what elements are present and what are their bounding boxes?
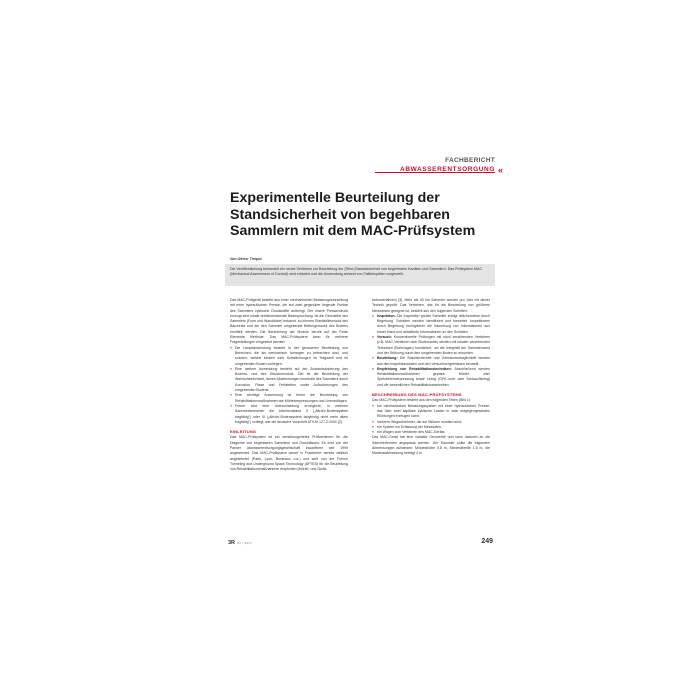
list-item: » Ferner wird eine Unterscheidung ermöglicht, in welchen Sammlerbereichen die Altrohrzustand II („Altrohr-Bodensystem tragfähig") oder III („Altrohr-Bodensystem langfristig nicht mehr allein tragfähig") vorliegt, wie die deutsche Vorschrift ATV-M 127-2:2000 [2]. [235,404,348,425]
kicker-label: FACHBERICHT [445,157,495,164]
application-list [230,346,348,425]
publication-logo [228,540,252,546]
magazine-page [205,140,504,560]
list-item: » Eine weitere Anwendung besteht auf der Zustandsänderung des Bodens- und des Strukturmoduls. Ziel ist die Beurteilung der Wahrscheinlichkeit, denen Abweichungen innerhalb des Sammlers durch Korrosion, Risse und Fehlstellen sowie Auflockerungen des umgebenden Bodens. [235,367,348,393]
step-text: Abschließend werden Rehabilitationsmaßnahmen geplant: Mörtel- oder Spritzbetonverpressung sowie Lining (GFK-Liner oder Schlauchlining) und die wesentlichen Rehabilitationstechniken. [377,366,490,387]
section-heading-einleitung: EINLEITUNG [230,429,257,435]
list-item: » ein mechanisches Belastungssystem mit einer hydraulischen Presse, das über zwei kapillare zyklische Lasten in zwei entgegengesetzten Richtungen erzeugen kann; [377,404,490,420]
step-label: Beurteilung: [377,356,398,361]
list-item [377,367,490,388]
list-item: » Eine wichtige Anwendung ist ferner die Beurteilung von Rehabilitationsmaßnahmen wie Mörtelverpressungen und Linerauflagen. [235,393,348,404]
text-column-right [372,298,490,457]
step-text: Konventionelle Prüfungen mit nicht zerstörenden Verfahren (z.B. MAC-Verfahren oder Bodenradar) werden mit lokalen zerstörenden Techniken (Bohrungen) kombiniert, um die Integrität der Sammlerwand und der Stützung durch den umgebenden Boden zu erkunden. [377,335,490,355]
list-item [377,335,490,356]
list-item [377,356,490,367]
list-item [377,314,490,335]
text-column-left [230,298,348,473]
col1-section-text: Das MAC-Prüfsystem ist ein zerstörungsfreies Prüfverfahren für die Diagnose von begehbaren Sammlern und Durchlässen. Es wird von der Pariser Abwasserentsorgungsgesellschaft bauartform seit 1999 angewendet. Das MAC-Prüfsystem wurde in Frankreich bereits vielfach angewendet (Paris, Lyon, Bordeaux u.a.) und wird von der French Tunneling and Underground Space Technology (AFTES) für die Beurteilung von Rehabilitationsmaßnahmen empfohlen (Mörtel- und Spritz- [230,435,348,472]
issue-label: 04 | 2017 [237,541,253,545]
list-item: » ein System zur Erfassung der Messdaten; [377,425,490,430]
step-text: Die Standsicherheit und Gebrauchstauglichkeit werden aus den Inspektionsdaten und den Versuchsergebnissen beurteilt. [377,356,490,366]
col2-intro: betonverfahren) [3]. Mehr als 40 km Sammler werden pro Jahr mit dieser Technik geprüft. Das Verfahren, das für die Beurteilung von größeren Netzweisen geeignet ist, besteht aus den folgenden Schritten: [372,298,490,313]
logo-text: 3R [228,540,236,546]
list-item: » mehrere Wegaufnehmer, die auf Stützen montiert sind; [377,420,490,425]
step-label: Versuch: [377,335,392,340]
steps-list [372,314,490,388]
col2-section-text: Das MAC-Prüfsystem besteht aus den folgenden Teilen (Bild 1): [372,398,471,403]
page-number: 249 [481,538,493,545]
section-heading-beschreibung: BESCHREIBUNG DES MAC-PRÜFSYSTEMS [372,392,462,398]
article-author: Von Olivier Thépot [230,257,262,261]
step-text: Die Inspektion großer Sammler erfolgt üblicherweise durch Begehung. Schäden werden identifiziert und bewertet. Inspektionen durch Begehung ermöglichen die Sammlung von Informationen aus erster Hand und detaillierte Informationen zu den Schäden. [377,313,490,334]
article-title: Experimentelle Beurteilung der Standsicherheit von begehbaren Sammlern mit dem MAC-Prüfsystem [230,190,476,239]
list-item: » Die Hauptanwendung besteht in der genaueren Beurteilung von Bereichen, die als mechanisch homogen zu betrachten sind, und solchen, welche lokalen oder Schwächungen im Tragwerk und im umgebenden Boden vorliegen. [235,346,348,367]
list-item: » ein Wagen zum Verfahren des MAC-Geräts. [377,430,490,435]
chevron-left-icon: « [498,165,504,175]
col2-closing: Das MAC-Gerät hat eine variable Geometrie und kann dadurch an die Sammlerformen angepasst werden. Der Sammler sollte die folgenden Abmessungen aufweisen: Mindesthöhe 0,8 m, Mindestbreite 1,5 m, die Maximalabmessung beträgt 4 m. [372,435,490,456]
parts-list [372,404,490,436]
article-lead: Die Veröffentlichung behandelt ein neues Verfahren zur Beurteilung der (Rest-)Standsicherheit von begehbaren Kanälen und Sammlern. Das Prüfsystem MAC (Mechanical Assessment of Conduit) wird erläutert und die Anwendung anhand von Fallbeispielen vorgestellt. [230,267,483,277]
section-label: ABWASSERENTSORGUNG [400,166,495,173]
step-label: Empfehlung von Rehabilitationstechniken: [377,366,452,371]
step-label: Inspektion: [377,313,396,318]
col1-intro: Das MAC-Prüfgerät besteht aus einer mechanischen Belastungseinrichtung mit einer hydraulischen Presse, die auf zwei gegenüber liegende Punkte des Sammlers zyklische Druckkräfte aufbringt. Der innere Pressendruck erzeugt eine lokale dreidimensionale Beanspruchung. Ist die Geometrie des Sammlers (Form und Wanddicke) bekannt, so können Elastizitätsmodul des Bauwerks und der den Sammler umgebende Bettungsmodul des Bodens ermittelt werden. Die Berechnung der Module beruht auf der Finite Elemente Methode. Das MAC-Prüfsystem kann für mehrere Fragestellungen eingesetzt werden: [230,298,348,345]
